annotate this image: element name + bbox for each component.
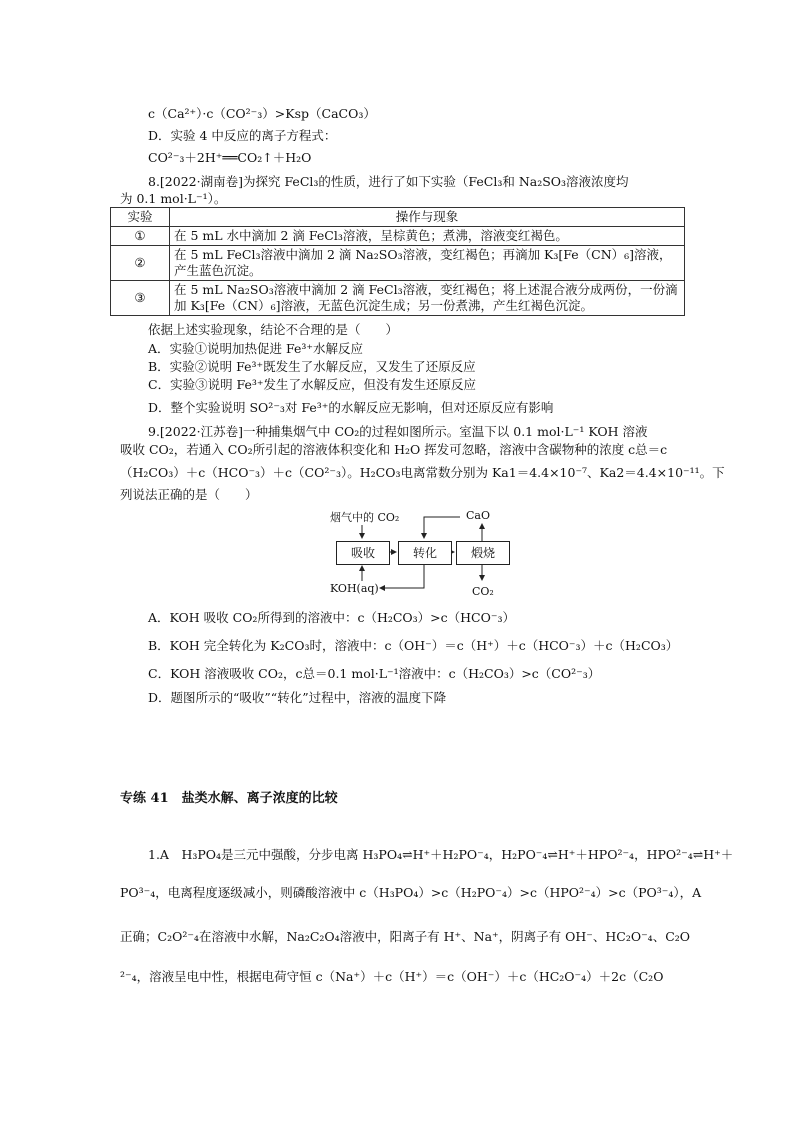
q9-stem-cont: 列说法正确的是（ ） [120, 487, 258, 502]
q9-option-c: C．KOH 溶液吸收 CO₂，c总＝0.1 mol·L⁻¹溶液中：c（H₂CO₃）>c（CO²⁻₃） [148, 666, 601, 681]
table-header-cell: 操作与现象 [170, 208, 685, 227]
option-d: D．实验 4 中反应的离子方程式： [148, 128, 337, 143]
answer-line: 1.A H₃PO₄是三元中强酸，分步电离 H₃PO₄⇌H⁺＋H₂PO⁻₄，H₂PO⁻₄⇌H⁺＋HPO²⁻₄，HPO²⁻₄⇌H⁺＋ [148, 847, 734, 862]
table-header-cell: 实验 [111, 208, 170, 227]
convert-box: 转化 [398, 541, 452, 565]
answer-line: ²⁻₄，溶液呈电中性，根据电荷守恒 c（Na⁺）＋c（H⁺）＝c（OH⁻）＋c（HC₂O⁻₄）＋2c（C₂O [120, 969, 664, 984]
table-cell-id: ② [111, 246, 170, 281]
flue-gas-label: 烟气中的 CO₂ [330, 511, 400, 524]
section-title: 专练 41 盐类水解、离子浓度的比较 [120, 791, 338, 806]
table-cell-text: 在 5 mL Na₂SO₃溶液中滴加 2 滴 FeCl₃溶液，变红褐色；将上述混合液分成两份，一份滴加 K₃[Fe（CN）₆]溶液，无蓝色沉淀生成；另一份煮沸，产生红褐色沉淀。 [170, 281, 685, 316]
absorb-box: 吸收 [336, 541, 390, 565]
q9-stem-cont: 吸收 CO₂，若通入 CO₂所引起的溶液体积变化和 H₂O 挥发可忽略，溶液中含碳物种的浓度 c总＝c [120, 442, 668, 457]
q8-ask: 依据上述实验现象，结论不合理的是（ ） [148, 322, 399, 337]
cao-label: CaO [466, 509, 490, 522]
answer-line: 正确；C₂O²⁻₄在溶液中水解，Na₂C₂O₄溶液中，阳离子有 H⁺、Na⁺，阴离子有 OH⁻、HC₂O⁻₄、C₂O [120, 929, 691, 944]
q8-stem-cont: 为 0.1 mol·L⁻¹）。 [120, 191, 227, 206]
answer-line: PO³⁻₄，电离程度逐级减小，则磷酸溶液中 c（H₃PO₄）>c（H₂PO⁻₄）>c（HPO²⁻₄）>c（PO³⁻₄），A [120, 885, 702, 900]
q8-option-a: A．实验①说明加热促进 Fe³⁺水解反应 [148, 341, 363, 356]
q8-option-c: C．实验③说明 Fe³⁺发生了水解反应，但没有发生还原反应 [148, 377, 477, 392]
table-row [111, 227, 685, 246]
table-cell-text: 在 5 mL 水中滴加 2 滴 FeCl₃溶液，呈棕黄色；煮沸，溶液变红褐色。 [170, 227, 685, 246]
q9-option-d: D．题图所示的“吸收”“转化”过程中，溶液的温度下降 [148, 690, 447, 705]
q9-option-b: B．KOH 完全转化为 K₂CO₃时，溶液中：c（OH⁻）＝c（H⁺）＋c（HCO⁻₃）＋c（H₂CO₃） [148, 638, 679, 653]
table-cell-text: 在 5 mL FeCl₃溶液中滴加 2 滴 Na₂SO₃溶液，变红褐色；再滴加 K₃[Fe（CN）₆]溶液，产生蓝色沉淀。 [170, 246, 685, 281]
calcine-box: 煅烧 [456, 541, 510, 565]
text-line: c（Ca²⁺）·c（CO²⁻₃）>Ksp（CaCO₃） [148, 106, 376, 121]
experiment-table [110, 207, 685, 316]
q9-stem-cont: （H₂CO₃）＋c（HCO⁻₃）＋c（CO²⁻₃）。H₂CO₃电离常数分别为 Ka1＝4.4×10⁻⁷、Ka2＝4.4×10⁻¹¹。下 [120, 465, 725, 480]
koh-label: KOH(aq) [330, 582, 379, 595]
q9-stem: 9.[2022·江苏卷]一种捕集烟气中 CO₂的过程如图所示。室温下以 0.1 mol·L⁻¹ KOH 溶液 [148, 424, 648, 439]
q8-option-d: D．整个实验说明 SO²⁻₃对 Fe³⁺的水解反应无影响，但对还原反应有影响 [148, 400, 554, 415]
co2-label: CO₂ [472, 585, 494, 598]
equation: CO²⁻₃＋2H⁺══CO₂↑＋H₂O [148, 150, 312, 165]
table-header-row [111, 208, 685, 227]
table-row [111, 246, 685, 281]
table-cell-id: ① [111, 227, 170, 246]
q9-option-a: A．KOH 吸收 CO₂所得到的溶液中：c（H₂CO₃）>c（HCO⁻₃） [148, 610, 515, 625]
q8-stem: 8.[2022·湖南卷]为探究 FeCl₃的性质，进行了如下实验（FeCl₃和 Na₂SO₃溶液浓度均 [148, 174, 629, 189]
q8-option-b: B．实验②说明 Fe³⁺既发生了水解反应，又发生了还原反应 [148, 359, 476, 374]
table-cell-id: ③ [111, 281, 170, 316]
table-row [111, 281, 685, 316]
